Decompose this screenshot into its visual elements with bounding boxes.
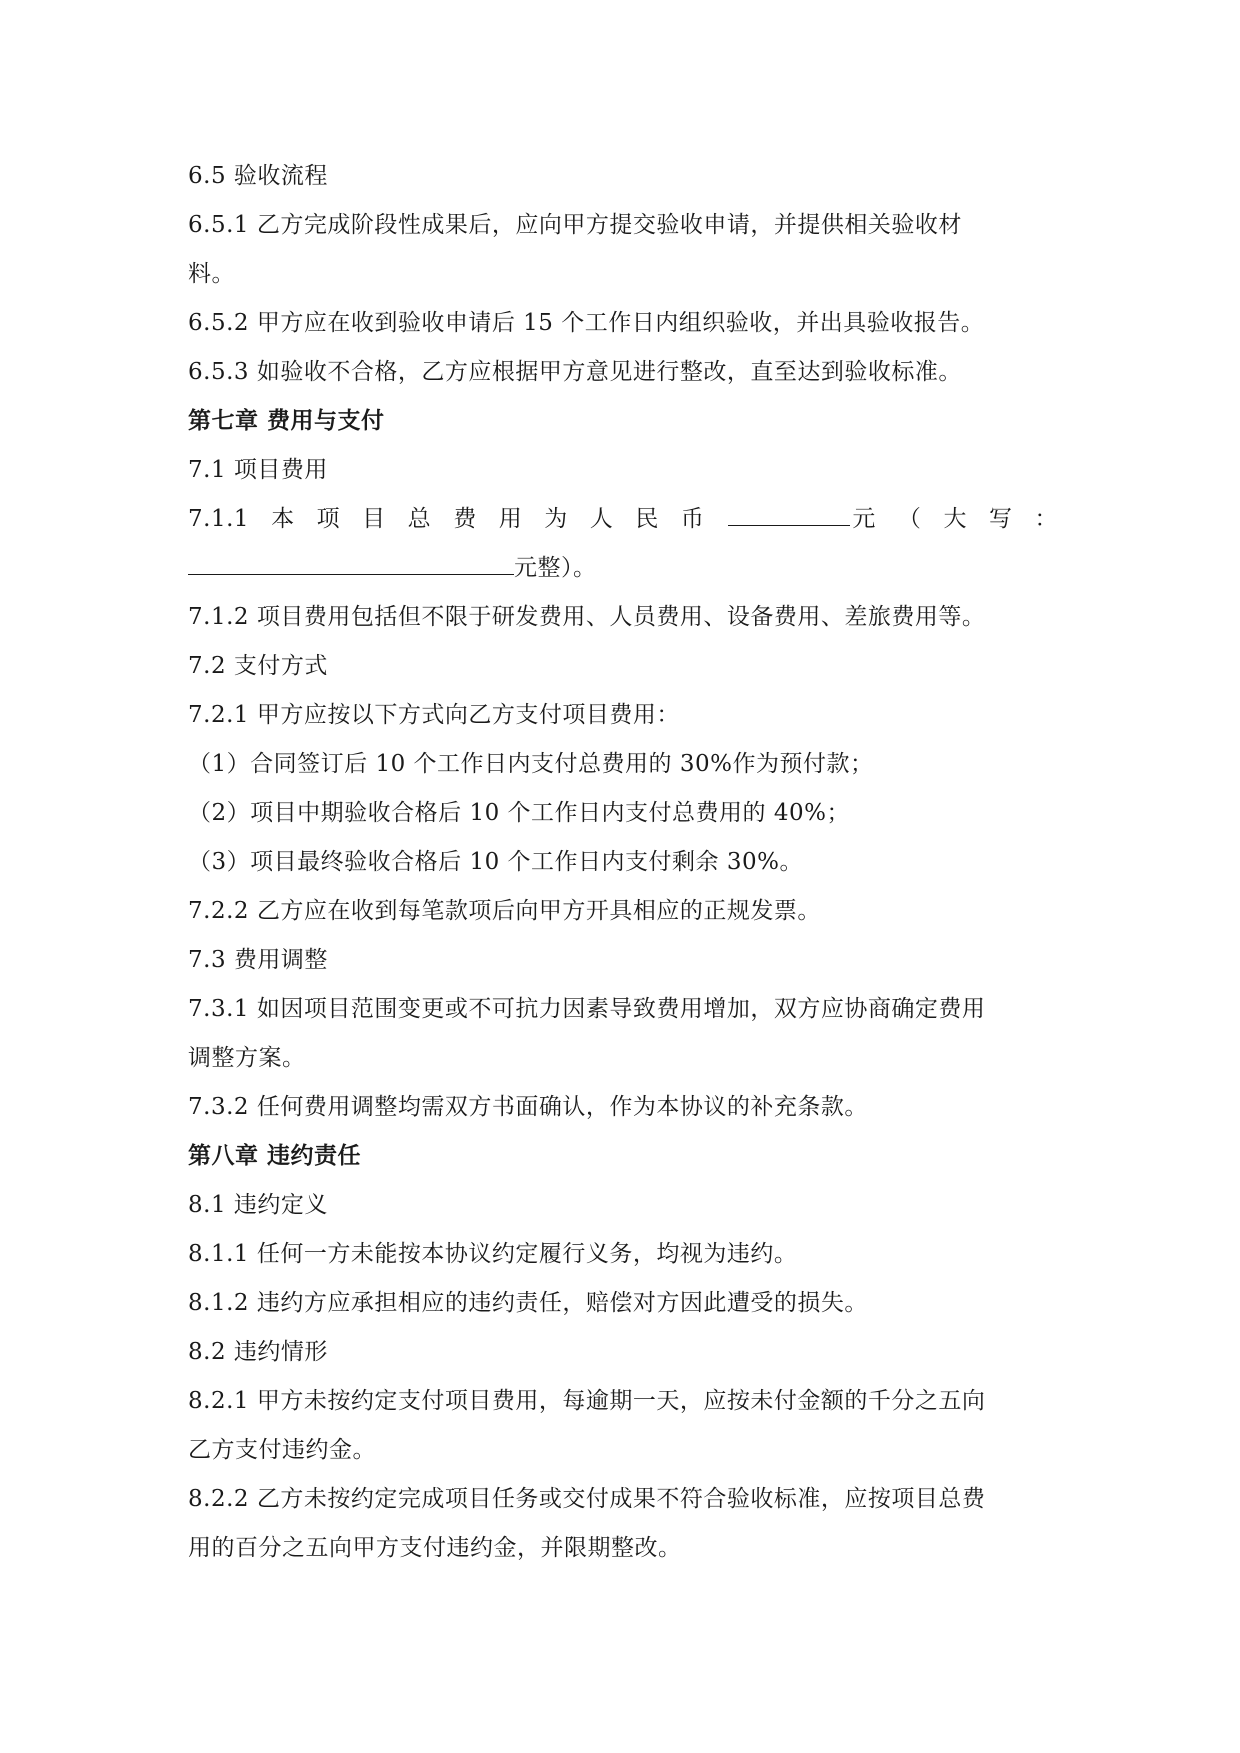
fee-token: 用: [498, 506, 523, 532]
section-7-2-title: 7.2 支付方式: [188, 653, 328, 679]
amount-in-words-suffix: 元整）。: [514, 555, 597, 581]
fee-token: 大: [943, 506, 967, 532]
clause-8-2-2-cont: 用的百分之五向甲方支付违约金，并限期整改。: [188, 1535, 682, 1561]
clause-8-2-1: 8.2.1 甲方未按约定支付项目费用，每逾期一天，应按未付金额的千分之五向: [188, 1388, 986, 1414]
fee-token: 7.1.1: [188, 506, 250, 532]
section-7-3-title: 7.3 费用调整: [188, 947, 328, 973]
clause-6-5-1-cont: 料。: [188, 261, 235, 287]
clause-6-5-3: 6.5.3 如验收不合格，乙方应根据甲方意见进行整改，直至达到验收标准。: [188, 359, 962, 385]
fee-token: 目: [362, 506, 386, 532]
clause-6-5-2: 6.5.2 甲方应在收到验收申请后 15 个工作日内组织验收，并出具验收报告。: [188, 310, 985, 336]
chapter-7-heading: 第七章 费用与支付: [188, 408, 385, 434]
clause-8-2-1-cont: 乙方支付违约金。: [188, 1437, 376, 1463]
amount-unit: 元: [852, 506, 876, 532]
fee-token: ：: [1034, 506, 1058, 532]
fee-token: 费: [453, 506, 477, 532]
amount-blank[interactable]: [728, 505, 850, 526]
section-8-2-title: 8.2 违约情形: [188, 1339, 328, 1365]
clause-7-3-1-cont: 调整方案。: [188, 1045, 306, 1071]
fee-token: 为: [544, 506, 568, 532]
clause-7-2-1: 7.2.1 甲方应按以下方式向乙方支付项目费用：: [188, 702, 680, 728]
fee-token: 本: [271, 506, 295, 532]
section-6-5-title: 6.5 验收流程: [188, 163, 328, 189]
payment-item-2: （2）项目中期验收合格后 10 个工作日内支付总费用的 40%；: [188, 800, 850, 826]
fee-token: 项: [316, 506, 341, 532]
fee-token: 币: [680, 506, 705, 532]
clause-7-1-2: 7.1.2 项目费用包括但不限于研发费用、人员费用、设备费用、差旅费用等。: [188, 604, 986, 630]
clause-8-2-2: 8.2.2 乙方未按约定完成项目任务或交付成果不符合验收标准，应按项目总费: [188, 1486, 986, 1512]
fee-token: 人: [589, 506, 614, 532]
section-7-1-title: 7.1 项目费用: [188, 457, 328, 483]
clause-7-3-2: 7.3.2 任何费用调整均需双方书面确认，作为本协议的补充条款。: [188, 1094, 868, 1120]
clause-7-2-2: 7.2.2 乙方应在收到每笔款项后向甲方开具相应的正规发票。: [188, 898, 821, 924]
payment-item-3: （3）项目最终验收合格后 10 个工作日内支付剩余 30%。: [188, 849, 803, 875]
fee-token: 总: [407, 506, 432, 532]
clause-7-1-1: [188, 495, 1058, 544]
fee-token: 民: [635, 506, 659, 532]
document-page: [188, 152, 1058, 1573]
clause-7-1-1-cont: [188, 544, 1058, 593]
chapter-8-heading: 第八章 违约责任: [188, 1143, 362, 1169]
clause-8-1-2: 8.1.2 违约方应承担相应的违约责任，赔偿对方因此遭受的损失。: [188, 1290, 868, 1316]
payment-item-1: （1）合同签订后 10 个工作日内支付总费用的 30%作为预付款；: [188, 751, 874, 777]
section-8-1-title: 8.1 违约定义: [188, 1192, 328, 1218]
amount-in-words-blank[interactable]: [188, 554, 514, 575]
fee-token: 写: [988, 506, 1013, 532]
clause-6-5-1: 6.5.1 乙方完成阶段性成果后，应向甲方提交验收申请，并提供相关验收材: [188, 212, 962, 238]
fee-token: （: [897, 506, 922, 532]
clause-8-1-1: 8.1.1 任何一方未能按本协议约定履行义务，均视为违约。: [188, 1241, 798, 1267]
amount-field: [726, 495, 876, 544]
clause-7-3-1: 7.3.1 如因项目范围变更或不可抗力因素导致费用增加，双方应协商确定费用: [188, 996, 986, 1022]
